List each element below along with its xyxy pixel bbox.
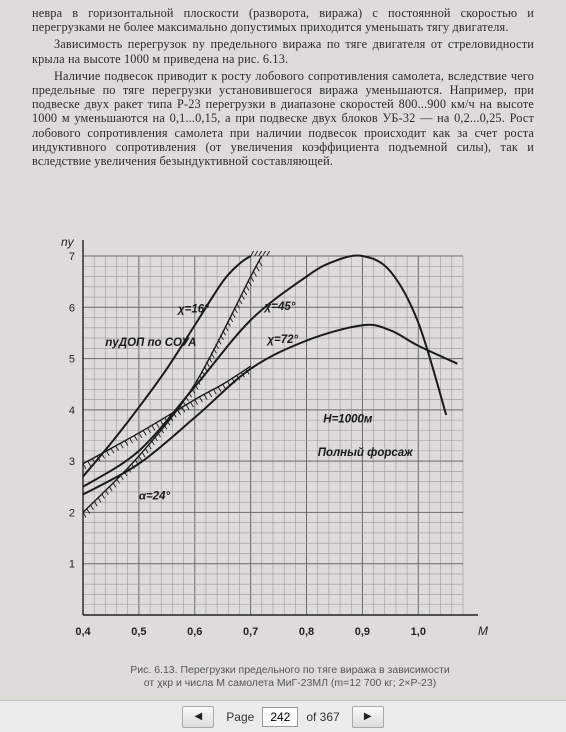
hatch-mark: [120, 475, 123, 480]
hatch-mark: [156, 423, 159, 428]
hatch-mark: [256, 266, 259, 271]
hatch-mark: [145, 448, 148, 453]
hatch-mark: [105, 490, 108, 495]
x-axis-label: M: [478, 624, 488, 638]
hatch-mark: [204, 394, 207, 399]
y-axis-label: ny: [61, 235, 74, 249]
page-count-label: of 367: [306, 709, 340, 724]
hatch-mark: [186, 405, 189, 410]
hatch-mark: [234, 308, 237, 313]
hatch-mark: [134, 436, 137, 441]
hatch-mark: [102, 494, 105, 499]
y-tick-label: 1: [68, 558, 75, 571]
x-tick-label: 0,5: [131, 626, 147, 638]
hatch-mark: [251, 251, 254, 256]
hatch-mark: [98, 497, 101, 502]
page-label: Page: [226, 709, 255, 724]
hatch-mark: [255, 251, 258, 256]
ny-allowable-line: [83, 366, 251, 463]
x-tick-label: 1,0: [410, 626, 426, 638]
caption-line: от χкр и числа М самолета МиГ-23МЛ (m=12 700 кг; 2×Р-23): [143, 677, 437, 689]
page-number-input[interactable]: [262, 707, 298, 727]
caption-line: Рис. 6.13. Перегрузки предельного по тяге виража в зависимости: [130, 664, 450, 676]
hatch-mark: [223, 384, 226, 389]
chart-annotation: χ=72°: [267, 334, 299, 347]
x-tick-label: 0,4: [75, 626, 91, 638]
hatch-mark: [259, 251, 262, 256]
hatch-mark: [109, 486, 112, 491]
hatch-mark: [148, 444, 151, 449]
y-tick-label: 3: [68, 456, 75, 469]
paragraph: Зависимость перегрузок nу предельного виража по тяге двигателя от стреловидности крыла на высоте 1000 м приведена на рис. 6.13.: [32, 37, 534, 66]
figure-caption: [60, 664, 520, 690]
y-tick-label: 6: [68, 302, 75, 315]
hatch-mark: [232, 312, 235, 317]
chart-annotation: Полный форсаж: [317, 447, 413, 460]
y-tick-label: 5: [68, 353, 75, 366]
hatch-mark: [267, 251, 270, 256]
hatch-mark: [113, 482, 116, 487]
chart-annotation: α=24°: [138, 490, 171, 503]
chart-annotation: Н=1000м: [323, 413, 373, 426]
chart-labels: [105, 301, 413, 503]
chart-annotation: nуДОП по СОУА: [105, 336, 197, 349]
arrow-right-icon: ▶: [363, 711, 372, 722]
hatch-mark: [246, 285, 249, 290]
page-navigation-bar: [0, 700, 566, 732]
hatch-mark: [152, 425, 155, 430]
hatch-mark: [213, 389, 216, 394]
hatch-mark: [90, 505, 93, 510]
paragraph: Наличие подвесок приводит к росту лобового сопротивления самолета, вследствие чего предельные по тяге перегрузки установившегося виража уменьшаются. Например, при подвеске двух ракет типа Р-23 перегрузки в диапазоне скоростей 800...900 км/ч на высоте 1000 м уменьшаются на 0,1...0,15, а при подвеске двух блоков УБ-32 — на 0,2...0,25. Рост лобового сопротивления самолета при наличии подвесок происходит как за счет роста индуктивного сопротивления (от увеличения коэффициента подъемной силы), так и вследствие увеличения безындуктивной составляющей.: [32, 68, 534, 169]
body-text: [32, 6, 534, 171]
chart-annotation: χ=45°: [264, 300, 296, 313]
hatch-mark: [142, 452, 145, 457]
overload-chart: [0, 220, 566, 660]
x-tick-label: 0,7: [242, 626, 259, 638]
arrow-left-icon: ◀: [194, 711, 203, 722]
chart-axes: [61, 235, 488, 638]
hatch-mark: [106, 451, 109, 456]
y-tick-label: 4: [68, 404, 75, 417]
y-tick-label: 7: [68, 251, 75, 263]
hatch-mark: [263, 251, 266, 256]
y-tick-label: 2: [68, 507, 75, 520]
x-tick-label: 0,8: [298, 626, 315, 638]
hatch-mark: [117, 479, 120, 484]
hatch-mark: [209, 392, 212, 397]
paragraph: невра в горизонтальной плоскости (разворота, виража) с постоянной скоростью и перегрузками не более максимально допустимых приходится уменьшать тягу двигателя.: [32, 6, 534, 35]
hatch-mark: [143, 430, 146, 435]
hatch-mark: [120, 443, 123, 448]
hatch-mark: [244, 290, 247, 295]
chi-16-curve: [83, 256, 251, 477]
previous-page-button[interactable]: [182, 706, 214, 728]
x-tick-label: 0,9: [354, 626, 371, 638]
hatch-mark: [88, 461, 91, 466]
chart-annotation: χ=16°: [178, 303, 209, 316]
next-page-button[interactable]: [352, 706, 384, 728]
x-tick-label: 0,6: [187, 626, 203, 638]
hatch-mark: [116, 446, 119, 451]
hatch-mark: [160, 420, 163, 425]
hatch-mark: [253, 271, 256, 276]
hatch-mark: [190, 402, 193, 407]
